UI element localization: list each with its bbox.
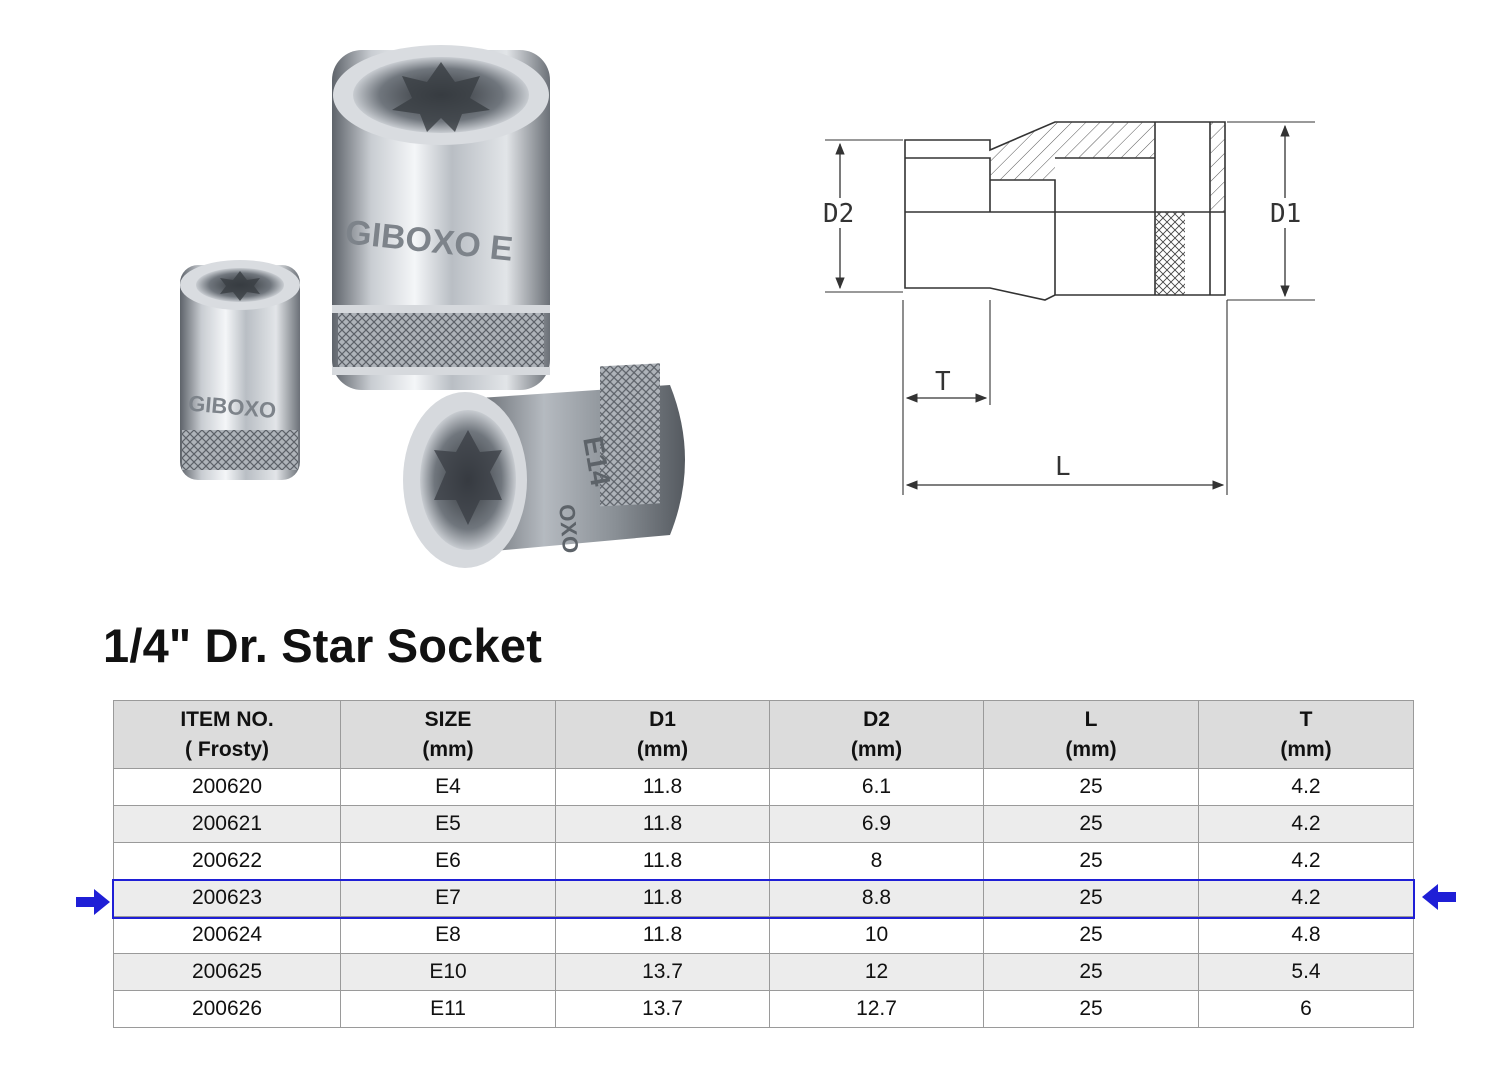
cell-size: E5 [341,806,556,843]
cell-t: 4.2 [1199,843,1414,880]
cell-l: 25 [984,991,1199,1028]
table-row-highlighted [114,880,1414,917]
cell-item-no: 200624 [114,917,341,954]
cell-d1: 11.8 [556,769,770,806]
table-row [114,991,1414,1028]
cell-d1: 13.7 [556,954,770,991]
cell-d2: 12 [770,954,984,991]
cell-item-no: 200620 [114,769,341,806]
cell-size: E4 [341,769,556,806]
table-row [114,806,1414,843]
cell-d2: 6.9 [770,806,984,843]
header-d1: D1 (mm) [556,701,770,769]
arrow-right-icon [76,888,112,916]
cell-t: 4.2 [1199,806,1414,843]
technical-drawing [815,110,1315,505]
cell-t: 4.2 [1199,880,1414,917]
cell-l: 25 [984,880,1199,917]
label-d1: D1 [1270,199,1302,229]
cell-t: 6 [1199,991,1414,1028]
cell-item-no: 200625 [114,954,341,991]
cell-d1: 11.8 [556,880,770,917]
small-socket-brand: GIBOXO [187,390,278,424]
label-l: L [1055,452,1071,482]
label-d2: D2 [823,199,855,229]
cell-l: 25 [984,917,1199,954]
cell-l: 25 [984,769,1199,806]
cell-d2: 8 [770,843,984,880]
lying-socket-size-mark: E14 [577,434,617,489]
large-socket [332,45,550,390]
cell-d2: 12.7 [770,991,984,1028]
cell-l: 25 [984,806,1199,843]
cell-l: 25 [984,954,1199,991]
cell-d2: 6.1 [770,769,984,806]
page-title: 1/4" Dr. Star Socket [103,619,543,672]
cell-d1: 13.7 [556,991,770,1028]
label-t: T [935,367,951,397]
cell-size: E7 [341,880,556,917]
cell-item-no: 200621 [114,806,341,843]
table-row [114,843,1414,880]
header-item-no: ITEM NO. ( Frosty) [114,701,341,769]
cell-t: 5.4 [1199,954,1414,991]
lying-socket-brand: OXO [554,503,584,555]
product-photo [150,10,730,610]
large-socket-brand: GIBOXO E [343,213,515,269]
table-row [114,769,1414,806]
cell-size: E10 [341,954,556,991]
cell-d1: 11.8 [556,843,770,880]
cell-d1: 11.8 [556,917,770,954]
table-header-row [114,701,1414,769]
cell-size: E8 [341,917,556,954]
header-size: SIZE (mm) [341,701,556,769]
cell-t: 4.2 [1199,769,1414,806]
header-d2: D2 (mm) [770,701,984,769]
cell-d2: 8.8 [770,880,984,917]
cell-size: E11 [341,991,556,1028]
table-row [114,917,1414,954]
cell-t: 4.8 [1199,917,1414,954]
table-row [114,954,1414,991]
spec-table [113,700,1414,1028]
header-l: L (mm) [984,701,1199,769]
cell-item-no: 200623 [114,880,341,917]
cell-l: 25 [984,843,1199,880]
lying-socket [403,363,685,568]
arrow-left-icon [1420,883,1456,911]
cell-size: E6 [341,843,556,880]
header-t: T (mm) [1199,701,1414,769]
small-socket [180,260,300,480]
cell-item-no: 200622 [114,843,341,880]
cell-d1: 11.8 [556,806,770,843]
cell-d2: 10 [770,917,984,954]
cell-item-no: 200626 [114,991,341,1028]
